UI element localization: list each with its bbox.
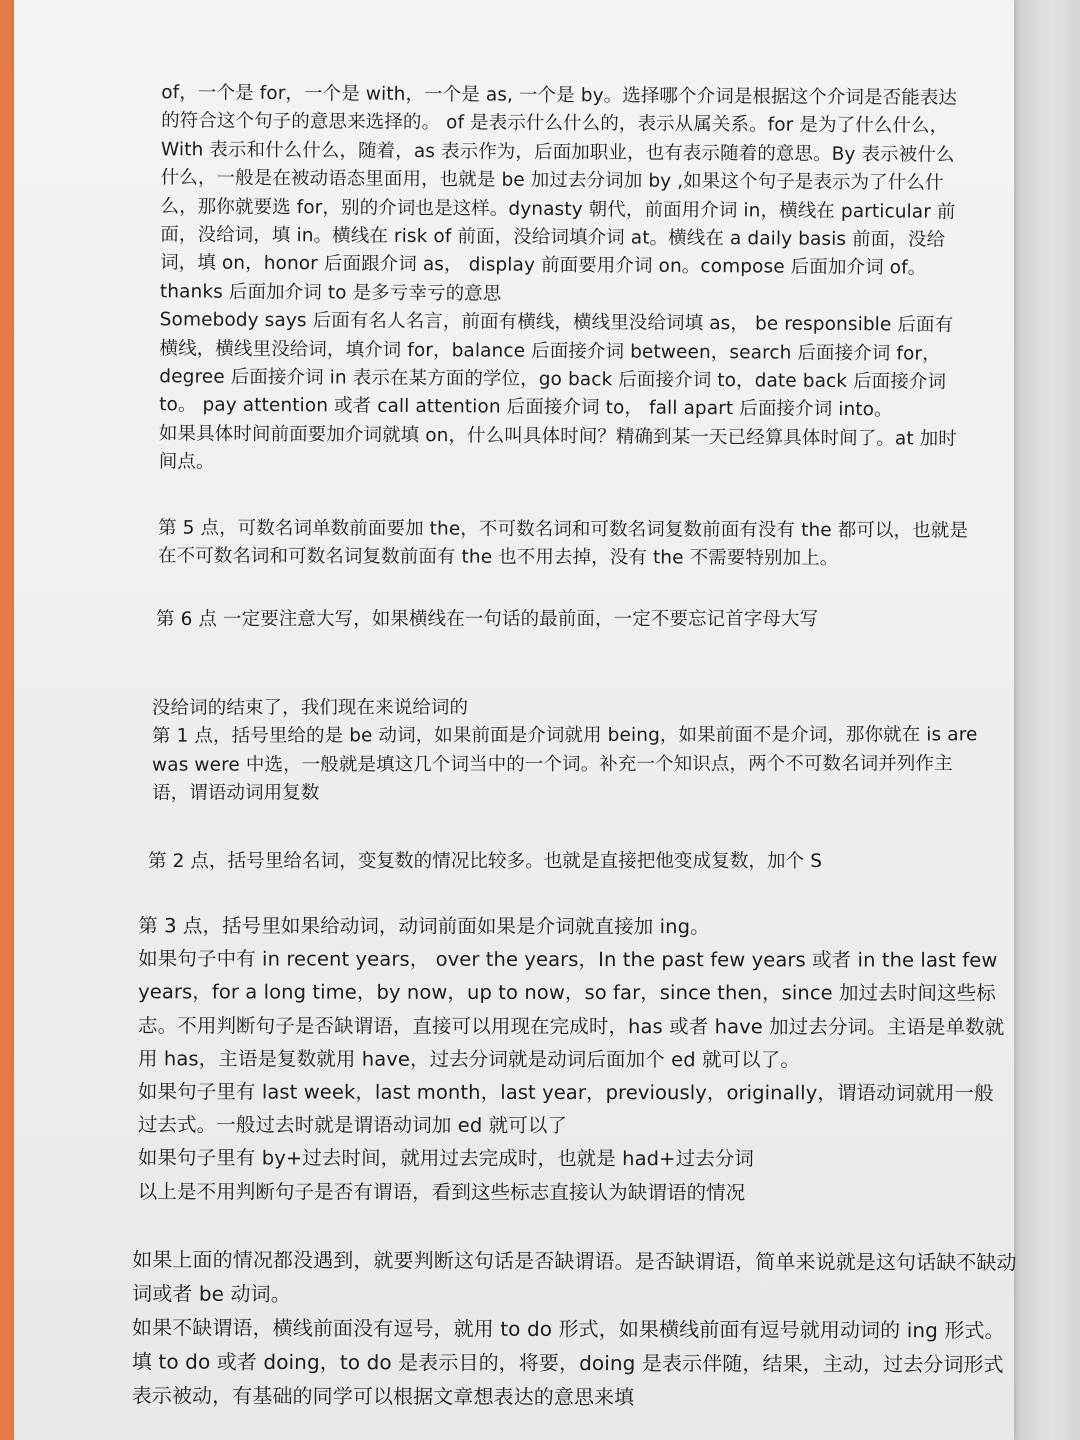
paragraph-past-perfect: 如果句子里有 by+过去时间，就用过去完成时，也就是 had+过去分词 bbox=[137, 1146, 755, 1171]
paragraph-given-point-2: 第 2 点，括号里给名词，变复数的情况比较多。也就是直接把他变成复数，加个 S bbox=[148, 851, 823, 872]
paragraph-simple-past: 如果句子里有 last week，last month，last year，previously，originally，谓语动词就用一般过去式。一般过去时就是谓语动词加 ed 就可以了 bbox=[137, 1080, 994, 1138]
paragraph-given-point-1: 第 1 点，括号里给的是 be 动词，如果前面是介词就用 being，如果前面不是介词，那你就在 is are was were 中选，一般就是填这几个词当中的一个词。补充一个知识点，两个不可数名词并列作主语，谓语动词用复数 bbox=[151, 724, 978, 804]
desk-edge-right bbox=[1010, 0, 1080, 1440]
paragraph-time-prepositions: 如果具体时间前面要加介词就填 on，什么叫具体时间？精确到某一天已经算具体时间了。at 加时间点。 bbox=[158, 423, 957, 473]
paragraph-preposition-collocations: Somebody says 后面有名人名言，前面有横线，横线里没给词填 as， be responsible 后面有横线，横线里没给词，填介词 for，balance 后面接介词 between，search 后面接介词 for，degree 后面接介词 in 表示在某方面的学位，go back 后面接介词 to，date back 后面接介词 to。 pay attention 或者 call attention 后面接介词 to， fall apart 后面接介词 into。 bbox=[159, 309, 954, 421]
point-5-section bbox=[158, 515, 978, 575]
desk-edge-left bbox=[0, 0, 14, 1440]
given-point-3-section bbox=[138, 909, 1009, 1209]
given-words-intro-section bbox=[152, 693, 982, 808]
paragraph-given-words-intro: 没给词的结束了，我们现在来说给词的 bbox=[151, 697, 469, 719]
paragraph-prepositions-choice: of，一个是 for，一个是 with，一个是 as, 一个是 by。选择哪个介词是根据这个介词是否能表达的符合这个句子的意思来选择的。 of 是表示什么什么的，表示从属关系。for 是为了什么什么，With 表示和什么什么，随着，as 表示作为，后面加职业，也有表示随着的意思。By 表示被什么什么，一般是在被动语态里面用，也就是 be 加过去分词加 by ,如果这个句子是表示为了什么什么，那你就要选 for，别的介词也是这样。dynasty 朝代，前面用介词 in，横线在 particular 前面，没给词，填 in。横线在 risk of 前面，没给词填介词 at。横线在 a daily basis 前面，没给词，填 on，honor 后面跟介词 as， display 前面要用介词 on。compose 后面加介词 of。thanks 后面加介词 to 是多亏幸亏的意思 bbox=[159, 82, 958, 305]
paragraph-markers-summary: 以上是不用判断句子是否有谓语，看到这些标志直接认为缺谓语的情况 bbox=[137, 1179, 746, 1204]
point-6-section bbox=[156, 606, 976, 634]
paragraph-non-finite-forms: 如果不缺谓语，横线前面没有逗号，就用 to do 形式，如果横线前面有逗号就用动词的 ing 形式。填 to do 或者 doing，to do 是表示目的，将要，doing 是表示伴随，结果，主动，过去分词形式表示被动，有基础的同学可以根据文章想表达的意思来填 bbox=[131, 1315, 1005, 1410]
predicate-check-section bbox=[132, 1242, 1023, 1415]
paragraph-point-5: 第 5 点，可数名词单数前面要加 the，不可数名词和可数名词复数前面有没有 the 都可以，也就是在不可数名词和可数名词复数前面有 the 也不用去掉，没有 the 不需要特别加上。 bbox=[157, 517, 968, 570]
paragraph-given-point-3: 第 3 点，括号里如果给动词，动词前面如果是介词就直接加 ing。 bbox=[138, 914, 710, 939]
given-point-2-section bbox=[148, 848, 978, 876]
prepositions-section bbox=[159, 79, 962, 482]
paragraph-present-perfect: 如果句子中有 in recent years， over the years，In the past few years 或者 in the last few years，for a long time，by now，up to now，so far，since then，since 加过去时间这些标志。不用判断句子是否缺谓语，直接可以用现在完成时，has 或者 have 加过去分词。主语是单数就用 has，主语是复数就用 have，过去分词就是动词后面加个 ed 就可以了。 bbox=[137, 947, 1005, 1072]
paragraph-point-6: 第 6 点 一定要注意大写，如果横线在一句话的最前面，一定不要忘记首字母大写 bbox=[156, 609, 819, 630]
paragraph-predicate-check: 如果上面的情况都没遇到，就要判断这句话是否缺谓语。是否缺谓语，简单来说就是这句话缺不缺动词或者 be 动词。 bbox=[132, 1247, 1017, 1307]
